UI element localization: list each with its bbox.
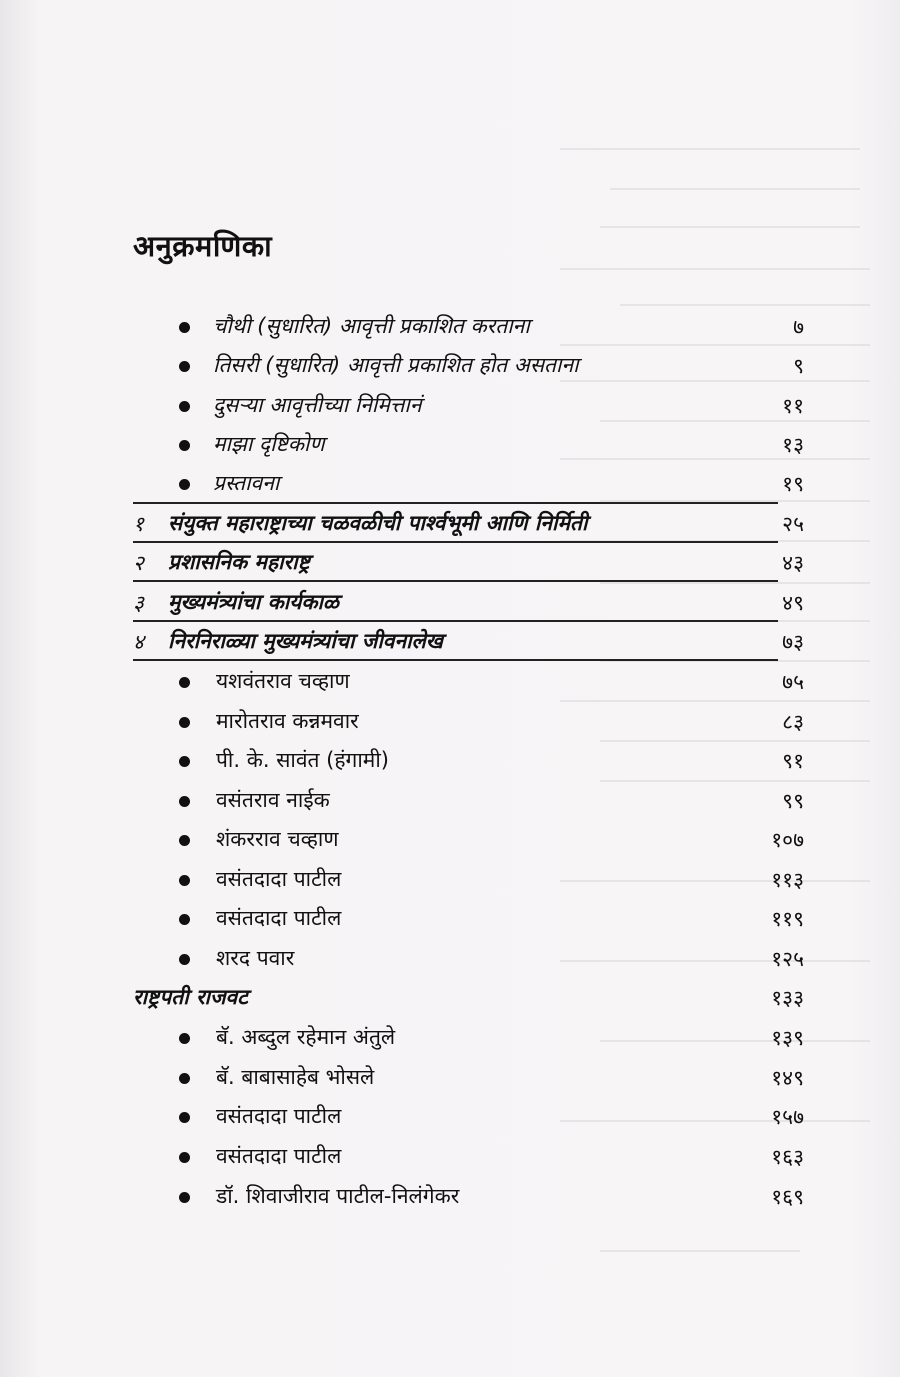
bullet-icon bbox=[179, 954, 190, 965]
toc-entry-page: ७५ bbox=[782, 670, 804, 694]
toc-entry-label: वसंतदादा पाटील bbox=[216, 867, 342, 891]
bullet-icon bbox=[179, 361, 190, 372]
toc-entry-page: ९९ bbox=[782, 789, 804, 813]
toc-entry-label: वसंतदादा पाटील bbox=[216, 1104, 342, 1128]
toc-entry[interactable] bbox=[0, 784, 900, 818]
toc-entry[interactable] bbox=[0, 744, 900, 778]
toc-entry-label: वसंतदादा पाटील bbox=[216, 1144, 342, 1168]
toc-entry-page: १३ bbox=[782, 433, 804, 457]
toc-entry[interactable] bbox=[0, 310, 900, 344]
toc-entry-page: ९ bbox=[793, 354, 804, 378]
toc-section-page: १३३ bbox=[771, 986, 804, 1010]
toc-entry[interactable] bbox=[0, 1140, 900, 1174]
divider bbox=[133, 580, 778, 582]
toc-entry[interactable] bbox=[0, 1100, 900, 1134]
toc-part-label: संयुक्त महाराष्ट्राच्या चळवळीची पार्श्वभूमी आणि निर्मिती bbox=[168, 511, 588, 535]
toc-entry-label: प्रस्तावना bbox=[213, 471, 280, 495]
toc-entry[interactable] bbox=[0, 1180, 900, 1214]
bullet-icon bbox=[179, 1112, 190, 1123]
toc-entry-page: १५७ bbox=[771, 1105, 804, 1129]
toc-part-label: मुख्यमंत्र्यांचा कार्यकाळ bbox=[168, 590, 339, 614]
bullet-icon bbox=[179, 401, 190, 412]
page-title: अनुक्रमणिका bbox=[133, 229, 273, 263]
toc-entry[interactable] bbox=[0, 823, 900, 857]
toc-entry-page: १६९ bbox=[771, 1185, 804, 1209]
toc-entry-page: ११३ bbox=[771, 868, 804, 892]
toc-entry-page: ८३ bbox=[782, 710, 804, 734]
toc-entry[interactable] bbox=[0, 665, 900, 699]
toc-entry-page: ११ bbox=[782, 394, 804, 418]
toc-section[interactable] bbox=[0, 981, 900, 1015]
toc-entry[interactable] bbox=[0, 349, 900, 383]
toc-entry-page: ७ bbox=[793, 315, 804, 339]
toc-entry-label: वसंतराव नाईक bbox=[216, 788, 330, 812]
bullet-icon bbox=[179, 677, 190, 688]
toc-part[interactable] bbox=[0, 625, 900, 659]
bullet-icon bbox=[179, 875, 190, 886]
toc-entry-label: बॅ. बाबासाहेब भोसले bbox=[216, 1065, 375, 1089]
divider bbox=[133, 659, 778, 661]
toc-entry-page: ९१ bbox=[782, 749, 804, 773]
toc-entry[interactable] bbox=[0, 942, 900, 976]
divider bbox=[133, 502, 778, 504]
toc-part-page: ७३ bbox=[782, 630, 804, 654]
toc-entry[interactable] bbox=[0, 467, 900, 501]
toc-entry-label: शरद पवार bbox=[216, 946, 295, 970]
toc-part[interactable] bbox=[0, 546, 900, 580]
toc-part[interactable] bbox=[0, 507, 900, 541]
toc-entry[interactable] bbox=[0, 1021, 900, 1055]
bullet-icon bbox=[179, 322, 190, 333]
toc-entry[interactable] bbox=[0, 428, 900, 462]
bullet-icon bbox=[179, 796, 190, 807]
part-number: ३ bbox=[133, 591, 144, 615]
toc-section-label: राष्ट्रपती राजवट bbox=[133, 985, 248, 1009]
bullet-icon bbox=[179, 717, 190, 728]
bullet-icon bbox=[179, 756, 190, 767]
toc-entry-label: शंकरराव चव्हाण bbox=[216, 827, 339, 851]
toc-entry-label: बॅ. अब्दुल रहेमान अंतुले bbox=[216, 1025, 396, 1049]
toc-entry-page: १६३ bbox=[771, 1145, 804, 1169]
toc-entry-label: यशवंतराव चव्हाण bbox=[216, 669, 350, 693]
bullet-icon bbox=[179, 1192, 190, 1203]
toc-part-page: ४३ bbox=[782, 551, 804, 575]
toc-entry[interactable] bbox=[0, 902, 900, 936]
toc-entry-page: १०७ bbox=[771, 828, 804, 852]
toc-entry-label: वसंतदादा पाटील bbox=[216, 906, 342, 930]
bullet-icon bbox=[179, 835, 190, 846]
toc-entry-label: डॉ. शिवाजीराव पाटील-निलंगेकर bbox=[216, 1184, 460, 1208]
divider bbox=[133, 620, 778, 622]
toc-entry-page: ११९ bbox=[771, 907, 804, 931]
toc-entry-label: माझा दृष्टिकोण bbox=[213, 432, 325, 456]
toc-entry-label: चौथी (सुधारित) आवृत्ती प्रकाशित करताना bbox=[213, 314, 530, 338]
bullet-icon bbox=[179, 914, 190, 925]
bullet-icon bbox=[179, 1152, 190, 1163]
toc-entry[interactable] bbox=[0, 705, 900, 739]
bullet-icon bbox=[179, 479, 190, 490]
bullet-icon bbox=[179, 1073, 190, 1084]
toc-entry-page: १९ bbox=[782, 472, 804, 496]
toc-entry-page: १२५ bbox=[771, 947, 804, 971]
toc-entry-page: १४९ bbox=[771, 1066, 804, 1090]
toc-entry[interactable] bbox=[0, 863, 900, 897]
toc-entry[interactable] bbox=[0, 1061, 900, 1095]
toc-entry-label: पी. के. सावंत (हंगामी) bbox=[216, 748, 389, 772]
toc-entry-label: दुसऱ्या आवृत्तीच्या निमित्तानं bbox=[213, 393, 422, 417]
divider bbox=[133, 541, 778, 543]
part-number: २ bbox=[133, 551, 144, 575]
part-number: १ bbox=[133, 512, 144, 536]
toc-part-label: निरनिराळ्या मुख्यमंत्र्यांचा जीवनालेख bbox=[168, 629, 443, 653]
bullet-icon bbox=[179, 1033, 190, 1044]
toc-part-page: ४९ bbox=[782, 591, 804, 615]
toc-entry-page: १३९ bbox=[771, 1026, 804, 1050]
toc-entry-label: मारोतराव कन्नमवार bbox=[216, 709, 359, 733]
toc-entry-label: तिसरी (सुधारित) आवृत्ती प्रकाशित होत असताना bbox=[213, 353, 579, 377]
part-number: ४ bbox=[133, 630, 144, 654]
bullet-icon bbox=[179, 440, 190, 451]
toc-part-label: प्रशासनिक महाराष्ट्र bbox=[168, 550, 310, 574]
toc-part[interactable] bbox=[0, 586, 900, 620]
toc-entry[interactable] bbox=[0, 389, 900, 423]
toc-part-page: २५ bbox=[782, 512, 804, 536]
